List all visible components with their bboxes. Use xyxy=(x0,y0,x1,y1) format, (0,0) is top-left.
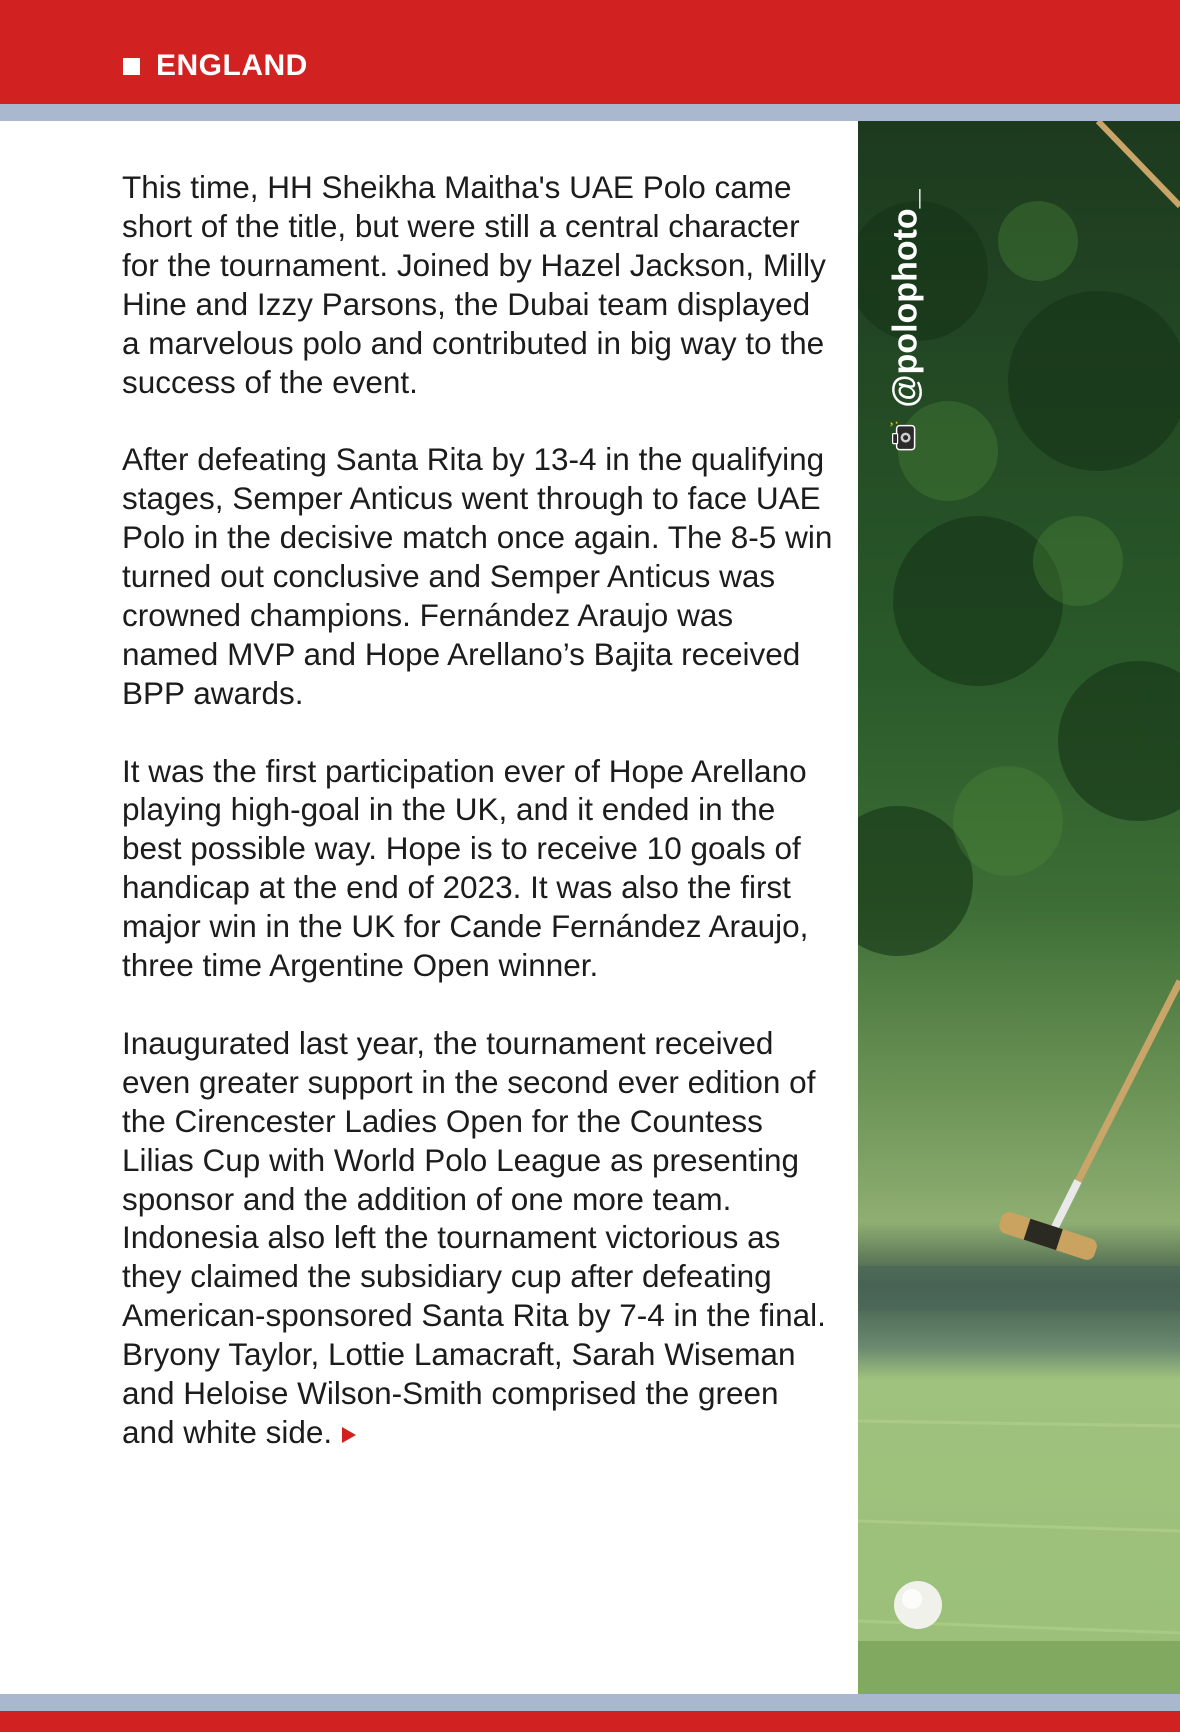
footer-stripe xyxy=(0,1694,1180,1711)
photo-credit xyxy=(885,180,927,460)
article-paragraph: This time, HH Sheikha Maitha's UAE Polo came short of the title, but were still a central character for the tournament. Joined by Hazel Jackson, Milly Hine and Izzy Parsons, the Dubai team displayed a marvelous polo and contributed in big way to the success of the event. xyxy=(122,169,826,400)
article-body xyxy=(122,168,834,1491)
article-paragraph-last xyxy=(122,1024,834,1452)
bullet-square-icon xyxy=(123,58,140,75)
section-title: ENGLAND xyxy=(156,49,308,82)
end-of-article-icon xyxy=(342,1427,356,1443)
article-paragraph: It was the first participation ever of Hope Arellano playing high-goal in the UK, and it ended in the best possible way. Hope is to receive 10 goals of handicap at the end of 2023. It was also the first major win in the UK for Cande Fernández Araujo, three time Argentine Open winner. xyxy=(122,752,809,984)
article-paragraph-text: Inaugurated last year, the tournament received even greater support in the second ever edition of the Cirencester Ladies Open for the Countess Lilias Cup with World Polo League as presenting sponsor and the addition of one more team. Indonesia also left the tournament victorious as they claimed the subsidiary cup after defeating American-sponsored Santa Rita by 7-4 in the final. Bryony Taylor, Lottie Lamacraft, Sarah Wiseman and Heloise Wilson-Smith comprised the green and white side. xyxy=(122,1024,826,1450)
camera-icon xyxy=(887,421,926,451)
article-paragraph: After defeating Santa Rita by 13-4 in the qualifying stages, Semper Anticus went through to face UAE Polo in the decisive match once again. The 8-5 win turned out conclusive and Semper Anticus was crowned champions. Fernández Araujo was named MVP and Hope Arellano’s Bajita received BPP awards. xyxy=(122,441,833,711)
footer-band xyxy=(0,1711,1180,1732)
section-label xyxy=(123,46,308,86)
photo-credit-handle: @polophoto_ xyxy=(886,188,925,408)
header-stripe xyxy=(0,104,1180,121)
